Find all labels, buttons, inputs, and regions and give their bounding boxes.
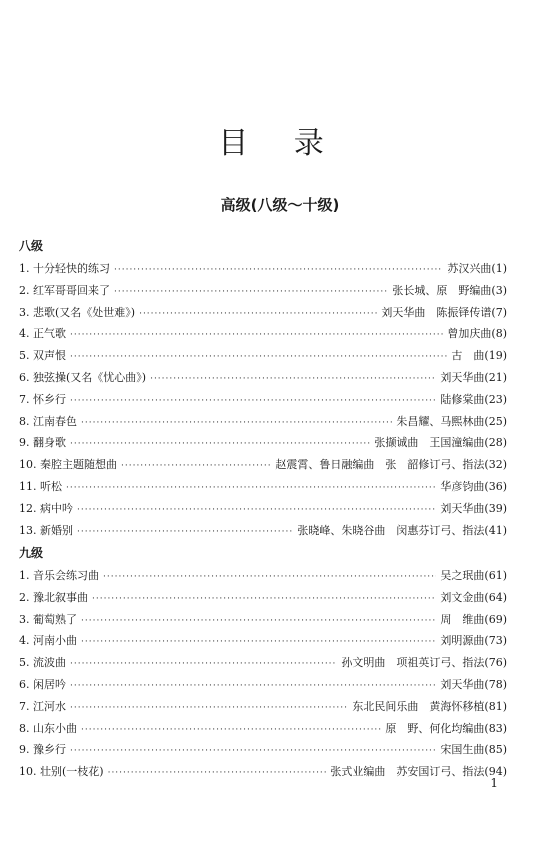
toc-entry [19,367,507,389]
toc-entry [19,587,507,609]
toc-entry-credit: 朱昌耀、马熙林曲(25) [396,414,507,428]
toc-entry [19,565,507,587]
toc-entry-credit: 宋国生曲(85) [440,743,507,757]
toc-entry-title: 6. 独弦操(又名《忧心曲》) [19,370,147,384]
toc-entry [19,280,507,302]
toc-entry-credit: 孙文明曲 项祖英订弓、指法(76) [341,656,507,670]
toc-entry-credit: 刘天华曲(78) [440,677,507,691]
toc-entry-title: 5. 双声恨 [19,349,66,363]
toc-entry [19,739,507,761]
dot-leader [70,434,370,456]
toc-entry [19,674,507,696]
toc-entry-title: 8. 山东小曲 [19,721,77,735]
toc-entry-title: 10. 秦腔主题随想曲 [19,458,117,472]
toc-entry-title: 8. 江南春色 [19,414,77,428]
toc-entry-title: 2. 红军哥哥回来了 [19,283,110,297]
toc-entry [19,454,507,476]
dot-leader [92,589,436,611]
dot-leader [77,500,436,522]
toc-entry-credit: 周 维曲(69) [440,612,507,626]
toc-entry [19,718,507,740]
dot-leader [66,478,436,500]
dot-leader [139,304,377,326]
dot-leader [81,611,436,633]
section-level-8 [19,237,507,541]
toc-entry-title: 11. 听松 [19,479,62,493]
dot-leader [70,654,337,676]
toc-entry-credit: 张长城、原 野编曲(3) [392,283,507,297]
page-number: 1 [490,776,498,790]
toc-entry-credit: 刘明源曲(73) [440,634,507,648]
toc-entry-credit: 张晓峰、朱晓谷曲 闵惠芬订弓、指法(41) [297,523,507,537]
dot-leader [70,391,436,413]
toc-entry-credit: 华彦钧曲(36) [440,479,507,493]
toc-entry-credit: 赵震霄、鲁日融编曲 张 韶修订弓、指法(32) [275,458,507,472]
section-level-9 [19,544,507,783]
toc-entry-title: 13. 新婚别 [19,523,73,537]
toc-entry [19,630,507,652]
dot-leader [150,369,436,391]
toc-entry-credit: 张撷诚曲 王国潼编曲(28) [374,436,507,450]
toc-entry-title: 3. 悲歌(又名《处世难》) [19,305,136,319]
toc-entry [19,609,507,631]
toc-entry [19,498,507,520]
toc-entry [19,411,507,433]
toc-entry-credit: 刘文金曲(64) [440,590,507,604]
toc-entry [19,389,507,411]
toc-entry [19,696,507,718]
toc-entry-credit: 吴之珉曲(61) [440,569,507,582]
dot-leader [77,522,293,544]
toc-entry-credit: 刘天华曲(39) [440,501,507,515]
dot-leader [103,567,436,589]
toc-entry-title: 1. 音乐会练习曲 [19,569,99,582]
toc-entry-title: 7. 怀乡行 [19,392,66,406]
dot-leader [121,456,271,478]
toc-entry [19,476,507,498]
toc-entry-title: 9. 翻身歌 [19,436,66,450]
dot-leader [70,347,447,369]
toc-entry [19,652,507,674]
toc-entry-title: 5. 流波曲 [19,656,66,670]
section-heading: 八级 [19,239,44,253]
dot-leader [81,720,381,742]
toc-entry [19,323,507,345]
toc-entry [19,258,507,280]
level-subtitle: 高级(八级～十级) [220,196,340,214]
toc-entry-title: 4. 河南小曲 [19,634,77,648]
page-title: 目 录 [218,126,342,161]
toc-entry-credit: 曾加庆曲(8) [447,327,507,341]
toc-entry [19,761,507,783]
toc-entry-credit: 古 曲(19) [451,349,507,363]
toc-entry-credit: 东北民间乐曲 黄海怀移植(81) [352,699,507,713]
toc-entry-title: 7. 江河水 [19,699,66,713]
toc-entry-credit: 张式业编曲 苏安国订弓、指法(94) [330,765,507,779]
dot-leader [70,741,436,763]
toc-entry-credit: 原 野、何化均编曲(83) [385,721,507,735]
dot-leader [81,413,392,435]
toc-entry-title: 6. 闲居吟 [19,677,66,691]
toc-entry-title: 9. 豫乡行 [19,743,66,757]
toc-entry-credit: 刘天华曲(21) [440,370,507,384]
toc-entry-credit: 刘天华曲 陈振铎传谱(7) [381,305,507,319]
toc-entry-title: 1. 十分轻快的练习 [19,262,110,275]
toc-entry [19,432,507,454]
toc-entry-credit: 苏汉兴曲(1) [447,262,507,275]
dot-leader [108,763,327,785]
toc-entry [19,345,507,367]
dot-leader [81,632,436,654]
toc-entry [19,302,507,324]
toc-entry-title: 10. 壮别(一枝花) [19,765,104,779]
dot-leader [114,260,443,282]
toc-entry-credit: 陆修棠曲(23) [440,392,507,406]
toc-entry-title: 12. 病中吟 [19,501,73,515]
dot-leader [70,698,348,720]
toc-entry-title: 3. 葡萄熟了 [19,612,77,626]
toc-entry-title: 2. 豫北叙事曲 [19,590,88,604]
dot-leader [70,676,436,698]
dot-leader [114,282,388,304]
toc-entry [19,520,507,542]
dot-leader [70,325,443,347]
toc-entry-title: 4. 正气歌 [19,327,66,341]
section-heading: 九级 [19,546,44,560]
